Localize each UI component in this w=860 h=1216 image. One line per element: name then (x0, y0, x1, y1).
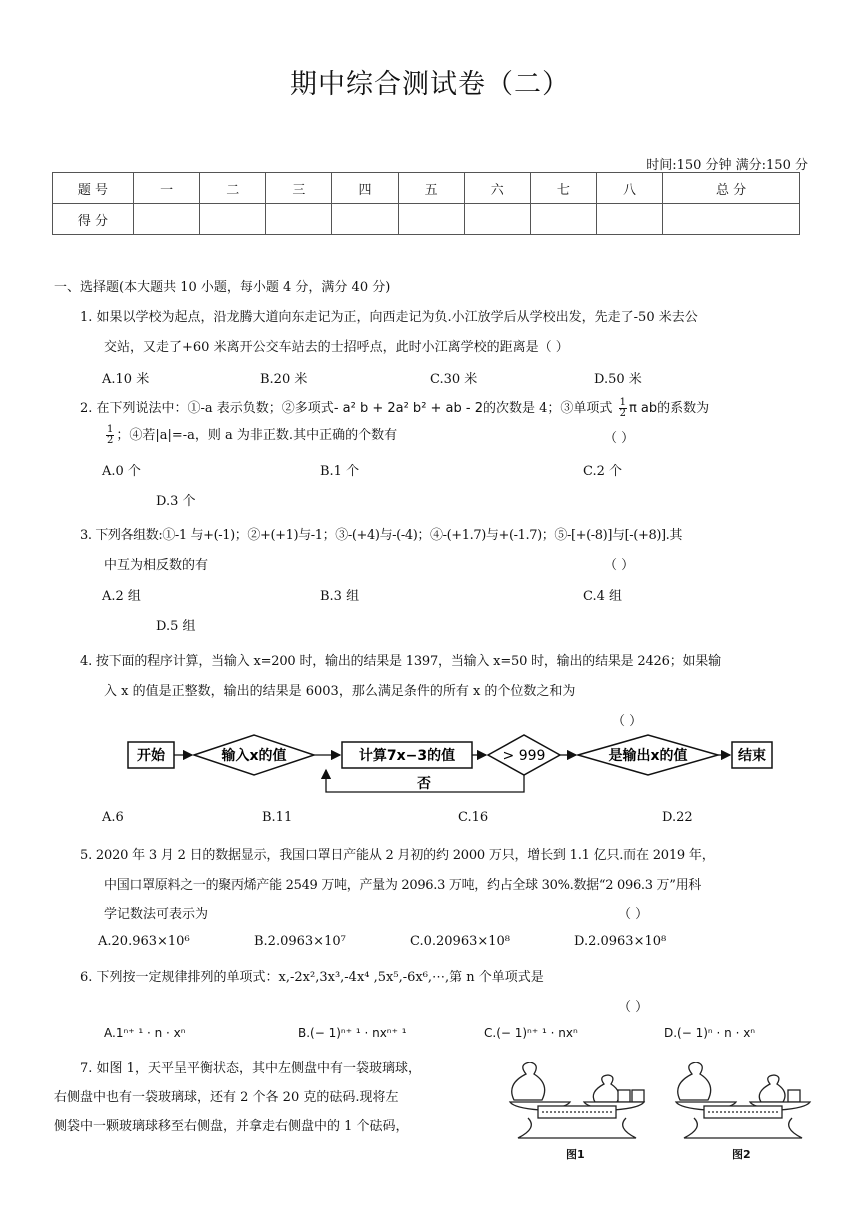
q2-fraction: $\frac{1}{2}$ (619, 397, 626, 419)
q3-option-d[interactable]: D.5 组 (156, 619, 196, 634)
q5-option-a[interactable]: A.20.963×10⁶ (98, 934, 190, 949)
q2-option-b[interactable]: B.1 个 (320, 464, 360, 479)
figure-1-label: 图1 (566, 1148, 585, 1161)
score-header-cell: 二 (200, 173, 266, 204)
q5-option-c[interactable]: C.0.20963×10⁸ (410, 934, 511, 949)
svg-text:是输出x的值: 是输出x的值 (608, 748, 688, 764)
q5-line2: 中国口罩原料之一的聚丙烯产能 2549 万吨，产量为 2096.3 万吨，约占全球 30%.数据“2 096.3 万”用科 (104, 878, 702, 893)
q3-line1: 3. 下列各组数:①-1 与+(-1)；②+(+1)与-1；③-(+4)与-(-4)；④-(+1.7)与+(-1.7)；⑤-[+(-8)]与[-(+8)].其 (80, 528, 682, 543)
section-heading: 一、选择题(本大题共 10 小题，每小题 4 分，满分 40 分) (54, 280, 391, 295)
score-header-cell: 四 (332, 173, 398, 204)
q5-option-d[interactable]: D.2.0963×10⁸ (574, 934, 667, 949)
q2-option-d[interactable]: D.3 个 (156, 494, 196, 509)
svg-text:> 999: > 999 (502, 748, 546, 764)
q4-line1: 4. 按下面的程序计算，当输入 x=200 时，输出的结果是 1397，当输入 x=50 时，输出的结果是 2426；如果输 (80, 654, 721, 669)
q2-line2 (104, 424, 397, 446)
q1-option-d[interactable]: D.50 米 (594, 372, 642, 387)
score-header-cell: 五 (398, 173, 464, 204)
svg-text:输入x的值: 输入x的值 (221, 748, 287, 764)
figure-2-label: 图2 (732, 1148, 751, 1161)
q3-option-c[interactable]: C.4 组 (583, 589, 623, 604)
flow-output-diamond (578, 735, 718, 775)
q2-text-a: 2. 在下列说法中：①-a 表示负数；②多项式 (80, 401, 334, 416)
flow-end-box (732, 742, 772, 768)
q2-fraction-2: $\frac{1}{2}$ (107, 424, 114, 446)
q4-option-a[interactable]: A.6 (102, 810, 124, 825)
score-input-cell[interactable] (663, 204, 800, 235)
balance-figure-2 (674, 1062, 812, 1146)
q6-paren: （ ） (618, 1000, 649, 1015)
svg-text:计算7x−3的值: 计算7x−3的值 (358, 748, 456, 764)
q3-line2: 中互为相反数的有 (104, 558, 209, 573)
q2-paren: （ ） (604, 431, 635, 446)
q2-line1 (80, 397, 709, 419)
page-title: 期中综合测试卷（二） (290, 69, 570, 100)
score-input-cell[interactable] (134, 204, 200, 235)
q7-line2: 右侧盘中也有一袋玻璃球，还有 2 个各 20 克的砝码.现将左 (54, 1090, 399, 1105)
q5-line1: 5. 2020 年 3 月 2 日的数据显示，我国口罩日产能从 2 月初的约 2000 万只，增长到 1.1 亿只.而在 2019 年， (80, 848, 715, 863)
flow-start-box (128, 742, 174, 768)
score-row-label: 得 分 (53, 204, 134, 235)
balance-figure-1 (508, 1062, 646, 1146)
score-header-cell: 一 (134, 173, 200, 204)
q1-option-a[interactable]: A.10 米 (102, 372, 150, 387)
score-input-cell[interactable] (464, 204, 530, 235)
q5-option-b[interactable]: B.2.0963×10⁷ (254, 934, 346, 949)
q7-line3: 侧袋中一颗玻璃球移至右侧盘，并拿走右侧盘中的 1 个砝码， (54, 1119, 409, 1134)
score-header-cell: 总 分 (663, 173, 800, 204)
score-input-cell[interactable] (398, 204, 464, 235)
svg-text:结束: 结束 (738, 748, 766, 764)
q5-line3: 学记数法可表示为 (104, 907, 209, 922)
score-input-cell[interactable] (530, 204, 596, 235)
q1-option-c[interactable]: C.30 米 (430, 372, 478, 387)
flow-input-diamond (194, 735, 314, 775)
score-input-cell[interactable] (266, 204, 332, 235)
q4-line2: 入 x 的值是正整数，输出的结果是 6003，那么满足条件的所有 x 的个位数之和为 (104, 684, 576, 699)
q1-line1: 1. 如果以学校为起点，沿龙腾大道向东走记为正，向西走记为负.小江放学后从学校出发，先走了-50 米去公 (80, 310, 698, 325)
q4-option-b[interactable]: B.11 (262, 810, 293, 825)
time-info: 时间:150 分钟 满分:150 分 (646, 158, 808, 173)
flow-no-label: 否 (417, 776, 431, 792)
q1-line2: 交站，又走了+60 米离开公交车站去的士招呼点，此时小江离学校的距离是（ ） (104, 340, 569, 355)
q1-option-b[interactable]: B.20 米 (260, 372, 308, 387)
q6-option-d[interactable]: D.(− 1)ⁿ · n · xⁿ (664, 1026, 756, 1040)
score-header-cell: 题 号 (53, 173, 134, 204)
score-header-cell: 八 (596, 173, 662, 204)
q3-option-a[interactable]: A.2 组 (102, 589, 141, 604)
flow-compute-box (342, 742, 472, 768)
score-header-cell: 六 (464, 173, 530, 204)
q4-option-c[interactable]: C.16 (458, 810, 489, 825)
q3-option-b[interactable]: B.3 组 (320, 589, 360, 604)
q2-text-c: 的系数为 (657, 401, 710, 416)
q6-option-b[interactable]: B.(− 1)ⁿ⁺ ¹ · nxⁿ⁺ ¹ (298, 1026, 407, 1040)
q3-paren: （ ） (604, 558, 635, 573)
q2-polynomial: - a² b + 2a² b² + ab - 2 (333, 401, 484, 416)
q2-option-a[interactable]: A.0 个 (102, 464, 141, 479)
flow-condition-diamond (488, 735, 560, 775)
q5-paren: （ ） (618, 907, 649, 922)
q2-option-c[interactable]: C.2 个 (583, 464, 623, 479)
q7-line1: 7. 如图 1，天平呈平衡状态，其中左侧盘中有一袋玻璃球， (80, 1061, 421, 1076)
q6-option-c[interactable]: C.(− 1)ⁿ⁺ ¹ · nxⁿ (484, 1026, 578, 1040)
q4-flowchart (126, 732, 776, 798)
svg-text:开始: 开始 (137, 748, 165, 764)
q2-text-b: 的次数是 4；③单项式 (483, 401, 613, 416)
score-header-cell: 七 (530, 173, 596, 204)
q6-option-a[interactable]: A.1ⁿ⁺ ¹ · n · xⁿ (104, 1026, 186, 1040)
score-input-cell[interactable] (200, 204, 266, 235)
q2-text-d: ；④若|a|=-a，则 a 为非正数.其中正确的个数有 (116, 428, 398, 443)
score-input-cell[interactable] (332, 204, 398, 235)
q4-option-d[interactable]: D.22 (662, 810, 693, 825)
score-header-row (53, 173, 800, 204)
score-header-cell: 三 (266, 173, 332, 204)
score-table (52, 172, 800, 235)
q2-pi-ab: π ab (628, 401, 658, 416)
score-input-cell[interactable] (596, 204, 662, 235)
q6-line1: 6. 下列按一定规律排列的单项式：x,-2x²,3x³,-4x⁴ ,5x⁵,-6x⁶,⋯,第 n 个单项式是 (80, 970, 544, 985)
score-value-row (53, 204, 800, 235)
q4-paren: （ ） (612, 714, 643, 729)
